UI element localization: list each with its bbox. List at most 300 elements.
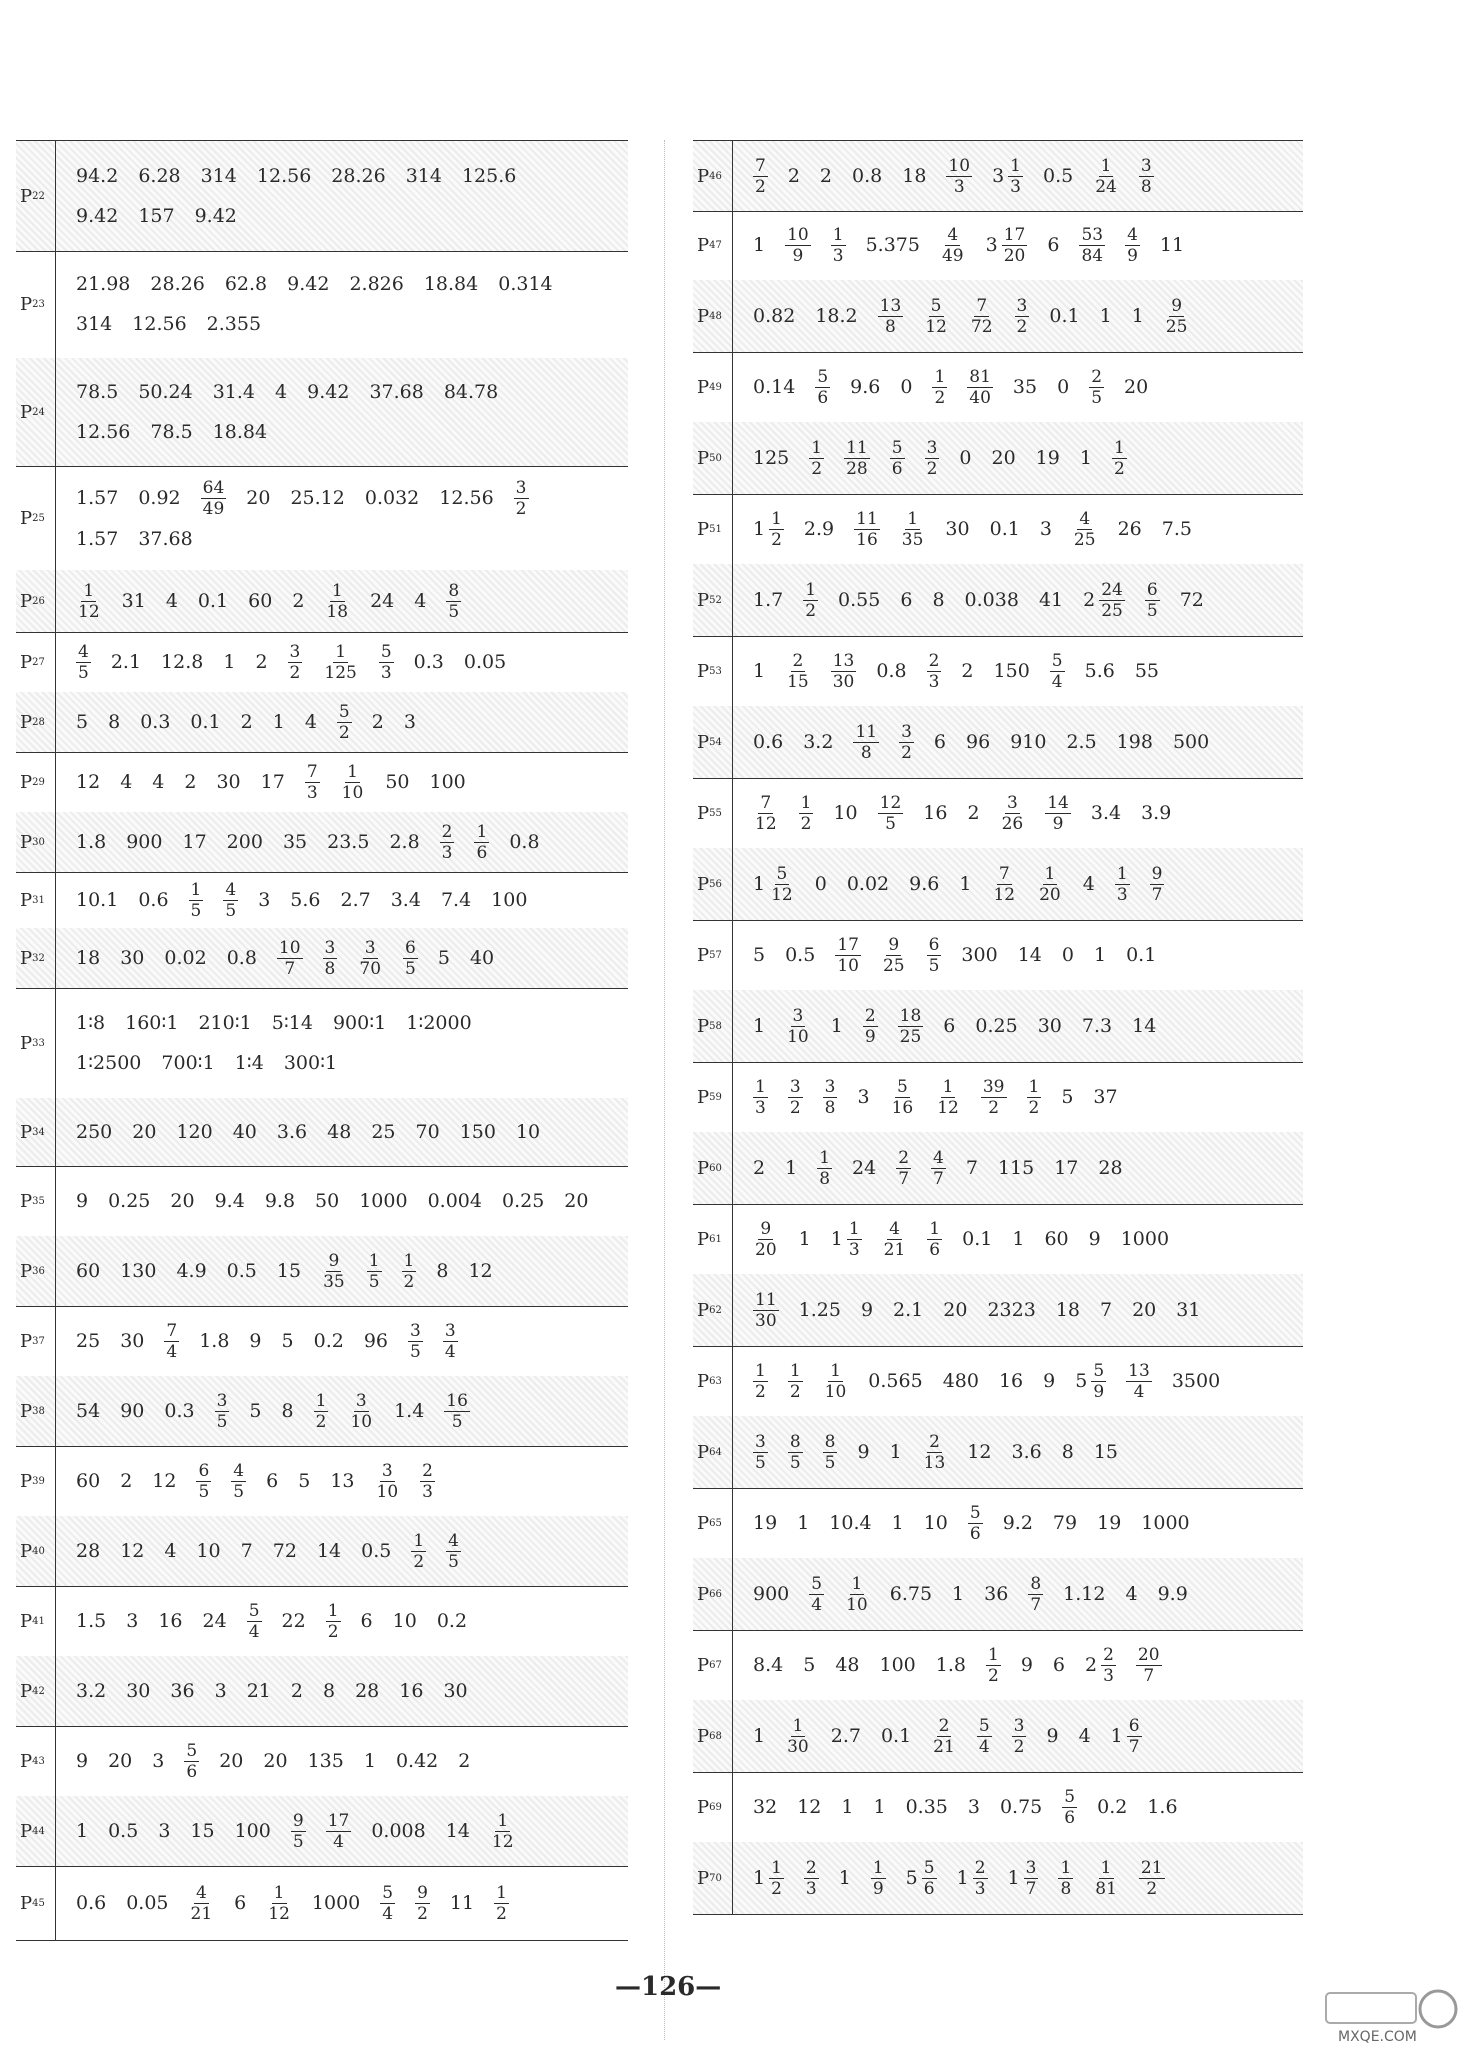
fraction: $\frac{3}{2}$: [1013, 1715, 1025, 1757]
fraction: $\frac{1}{8}$: [1060, 1857, 1072, 1899]
answer-value: [189, 880, 204, 921]
answer-value: 12: [468, 1260, 493, 1282]
page-label: P 28: [16, 692, 56, 752]
fraction: $\frac{1}{5}$: [190, 879, 202, 921]
answer-line: [76, 372, 628, 412]
answer-value: 14: [1132, 1015, 1157, 1037]
answer-value: [291, 1811, 306, 1852]
answer-value: 0.038: [964, 589, 1019, 611]
answer-value: 2: [255, 651, 268, 673]
answer-value: 22: [281, 1610, 306, 1632]
answer-value: 3: [1039, 518, 1052, 540]
answer-values: [56, 1321, 628, 1362]
answer-value: 2: [967, 802, 980, 824]
answer-value: [1062, 1787, 1077, 1828]
answer-value: 0.565: [868, 1370, 923, 1392]
answer-value: 1.25: [798, 1299, 841, 1321]
answer-value: 12.56: [256, 165, 312, 187]
answer-value: 31: [121, 590, 146, 612]
answer-value: 0.6: [76, 1892, 107, 1914]
answer-value: 2: [961, 660, 974, 682]
answer-value: 900∶1: [332, 1012, 387, 1034]
fraction: $\frac{5}{6}$: [1064, 1786, 1076, 1828]
answer-value: [831, 651, 857, 692]
fraction: $\frac{1}{125}$: [324, 641, 357, 683]
answer-line: [76, 1112, 628, 1152]
answer-values: [733, 1716, 1303, 1757]
fraction: $\frac{1}{12}$: [491, 1810, 514, 1852]
fraction: $\frac{1}{24}$: [1095, 155, 1117, 197]
answer-value: 10.4: [829, 1512, 872, 1534]
answer-value: 5: [249, 1400, 262, 1422]
answer-row: [16, 1726, 628, 1797]
answer-value: 20: [219, 1750, 244, 1772]
answer-value: 12: [797, 1796, 822, 1818]
answer-value: [305, 762, 320, 803]
fraction: $\frac{64}{49}$: [202, 477, 225, 519]
fraction: $\frac{2}{3}$: [974, 1857, 986, 1899]
page-label: P 32: [16, 928, 56, 988]
answer-value: 1000: [1141, 1512, 1190, 1534]
answer-value: [931, 1148, 946, 1189]
answer-value: [890, 1077, 916, 1118]
page-label: P 26: [16, 570, 56, 632]
fraction: $\frac{1}{2}$: [413, 1530, 425, 1572]
answer-line: [753, 367, 1303, 408]
answer-row: [16, 1866, 628, 1941]
answer-value: 2.355: [206, 313, 262, 335]
answer-value: 3.6: [276, 1121, 308, 1143]
answer-value: 0.25: [501, 1190, 545, 1212]
answer-value: [932, 367, 947, 408]
answer-row: [16, 1098, 628, 1167]
fraction: $\frac{2}{3}$: [805, 1857, 817, 1899]
answer-row: [693, 140, 1303, 212]
fraction: $\frac{5}{6}$: [969, 1502, 981, 1544]
answer-value: 2 $\frac{2}{3}$: [1085, 1644, 1114, 1686]
answer-value: 1.57: [76, 527, 119, 550]
answer-value: 20: [263, 1750, 288, 1772]
answer-line: [76, 938, 628, 979]
answer-row: [16, 1586, 628, 1657]
answer-value: 7.3: [1081, 1015, 1113, 1037]
answer-value: [871, 1858, 886, 1899]
page-label: P 58: [693, 990, 733, 1062]
answer-value: 2: [753, 1157, 766, 1179]
answer-line: [753, 1432, 1303, 1473]
answer-line: [753, 509, 1303, 550]
answer-value: 0.75: [999, 1796, 1043, 1818]
fraction: $\frac{8}{5}$: [789, 1431, 801, 1473]
answer-line: [753, 1574, 1303, 1615]
fraction: $\frac{6}{5}$: [198, 1460, 210, 1502]
answer-line: [76, 1671, 628, 1711]
answer-value: 2: [290, 1680, 303, 1702]
answer-values: [733, 1361, 1303, 1402]
answer-value: [991, 864, 1017, 905]
answer-row: [693, 352, 1303, 423]
answer-value: 0.1: [989, 518, 1020, 540]
page-label: P 36: [16, 1236, 56, 1306]
answer-line: [753, 864, 1303, 905]
answer-line: [76, 1741, 628, 1782]
answer-value: 20: [991, 447, 1016, 469]
answer-value: 0: [1057, 376, 1070, 398]
answer-line: [753, 1077, 1303, 1118]
answer-value: 8.4: [753, 1654, 784, 1676]
fraction: $\frac{9}{7}$: [1151, 863, 1163, 905]
answer-value: [1145, 580, 1160, 621]
answer-value: 20: [246, 487, 271, 509]
answer-value: 18.84: [212, 421, 268, 443]
answer-values: [56, 762, 628, 803]
answer-values: [56, 1003, 628, 1083]
answer-value: 9.2: [1002, 1512, 1033, 1534]
answer-value: 0.2: [436, 1610, 468, 1632]
fraction: $\frac{1}{2}$: [811, 437, 823, 479]
answer-value: [809, 438, 824, 479]
answer-value: 20: [1132, 1299, 1157, 1321]
page-label: P 23: [16, 250, 56, 358]
answer-line: [76, 880, 628, 921]
answer-line: [76, 1251, 628, 1292]
fraction: $\frac{1}{12}$: [268, 1882, 290, 1924]
answer-value: 5.6: [290, 889, 321, 911]
page-label: P 70: [693, 1842, 733, 1914]
answer-value: 6: [1052, 1654, 1065, 1676]
answer-value: 16: [998, 1370, 1024, 1392]
fraction: $\frac{1}{10}$: [341, 761, 364, 803]
answer-row: [693, 920, 1303, 991]
answer-value: 17: [182, 831, 207, 853]
answer-value: [835, 935, 861, 976]
answer-value: 0.1: [1126, 944, 1157, 966]
answer-value: 0.5: [1042, 165, 1074, 187]
answer-value: [831, 225, 846, 266]
answer-value: 2323: [987, 1299, 1036, 1321]
answer-value: 200: [226, 831, 263, 853]
fraction: $\frac{9}{20}$: [755, 1218, 777, 1260]
answer-value: 11: [1159, 234, 1185, 256]
fraction: $\frac{1}{18}$: [326, 580, 349, 622]
answer-value: 3 $\frac{1}{3}$: [992, 155, 1021, 197]
answer-row: [693, 1274, 1303, 1347]
answer-value: 1.8: [76, 831, 107, 853]
answer-value: 28: [1098, 1157, 1123, 1179]
answer-value: 50.24: [138, 381, 193, 403]
answer-value: [201, 478, 227, 519]
fraction: $\frac{2}{3}$: [422, 1460, 433, 1502]
answer-value: 130: [120, 1260, 157, 1282]
answer-value: 6: [933, 731, 946, 753]
fraction: $\frac{5}{16}$: [891, 1076, 914, 1118]
answer-value: 40: [469, 947, 495, 969]
answer-value: 14: [445, 1820, 470, 1842]
answer-value: 12: [76, 771, 101, 793]
fraction: $\frac{2}{21}$: [933, 1715, 955, 1757]
answer-value: [788, 1432, 803, 1473]
fraction: $\frac{3}{70}$: [359, 937, 382, 979]
answer-value: 314: [405, 165, 442, 187]
answer-value: 0.42: [395, 1750, 439, 1772]
answer-value: 314: [200, 165, 237, 187]
answer-value: 3: [126, 1610, 139, 1632]
answer-value: 1 $\frac{1}{2}$: [753, 508, 782, 550]
answer-value: 35: [282, 831, 308, 853]
answer-value: [809, 1574, 824, 1615]
answer-value: 1.4: [394, 1400, 425, 1422]
answer-value: 1: [797, 1512, 810, 1534]
answer-values: [56, 1251, 628, 1292]
page-label: P 29: [16, 752, 56, 812]
answer-value: [753, 1077, 768, 1118]
answer-value: 10: [833, 802, 858, 824]
answer-row: [16, 140, 628, 252]
answer-value: 910: [1010, 731, 1047, 753]
answer-value: 250: [76, 1121, 113, 1143]
answer-values: [733, 225, 1303, 266]
answer-line: [76, 304, 628, 344]
answer-value: 3.2: [76, 1680, 107, 1702]
answer-values: [733, 1006, 1303, 1047]
answer-value: 150: [993, 660, 1030, 682]
fraction: $\frac{2}{9}$: [864, 1005, 876, 1047]
answer-value: 25: [371, 1121, 396, 1143]
answer-value: [367, 1251, 382, 1292]
answer-value: 150: [459, 1121, 496, 1143]
answer-value: 12.8: [161, 651, 204, 673]
page-label: P 43: [16, 1726, 56, 1796]
fraction: $\frac{18}{25}$: [899, 1005, 922, 1047]
page-label: P 52: [693, 564, 733, 636]
answer-values: [56, 581, 628, 622]
answer-value: 20: [170, 1190, 195, 1212]
answer-value: [323, 938, 338, 979]
fraction: $\frac{2}{3}$: [441, 821, 453, 863]
answer-value: 5: [437, 947, 450, 969]
answer-line: [76, 1531, 628, 1572]
fraction: $\frac{1}{2}$: [1113, 437, 1125, 479]
answer-value: 0.3: [140, 711, 171, 733]
fraction: $\frac{5}{6}$: [891, 437, 903, 479]
answer-value: 0.1: [1049, 305, 1080, 327]
answer-value: [189, 1883, 215, 1924]
answer-value: 198: [1116, 731, 1153, 753]
answer-values: [56, 642, 628, 683]
answer-value: 5: [1061, 1086, 1074, 1108]
answer-value: 30: [216, 771, 241, 793]
answer-value: [402, 1251, 417, 1292]
fraction: $\frac{4}{21}$: [883, 1218, 906, 1260]
answer-value: 84.78: [443, 381, 499, 403]
fraction: $\frac{3}{4}$: [444, 1320, 456, 1362]
answer-values: [733, 296, 1303, 337]
answer-value: [753, 1290, 779, 1331]
answer-values: [56, 1671, 628, 1711]
fraction: $\frac{21}{2}$: [1140, 1857, 1163, 1899]
answer-value: 8: [281, 1400, 294, 1422]
answer-row: [693, 1558, 1303, 1631]
answer-value: 60: [248, 590, 273, 612]
answer-value: 30: [443, 1680, 468, 1702]
page-label: P 35: [16, 1166, 56, 1236]
column-divider: [664, 140, 665, 2040]
answer-value: 12: [152, 1470, 177, 1492]
answer-values: [733, 1503, 1303, 1544]
answer-value: 12.56: [132, 313, 187, 335]
answer-row: [16, 466, 628, 571]
answer-value: 10: [196, 1540, 221, 1562]
answer-line: [753, 722, 1303, 763]
answer-value: 1: [1012, 1228, 1025, 1250]
answer-value: [923, 296, 949, 337]
answer-value: 1000: [311, 1892, 361, 1914]
fraction: $\frac{4}{5}$: [225, 879, 237, 921]
answer-value: [1050, 651, 1065, 692]
fraction: $\frac{7}{4}$: [166, 1320, 178, 1362]
answer-line: [76, 196, 628, 236]
answer-value: [823, 1361, 849, 1402]
answer-line: [76, 702, 628, 743]
answer-line: [76, 1321, 628, 1362]
answer-value: 1: [891, 1512, 904, 1534]
answer-value: 24: [202, 1610, 227, 1632]
fraction: $\frac{53}{84}$: [1081, 224, 1104, 266]
answer-value: 3: [967, 1796, 980, 1818]
fraction: $\frac{5}{4}$: [811, 1573, 823, 1615]
answer-value: [946, 156, 972, 197]
answer-row: [16, 1516, 628, 1587]
answer-line: [76, 1883, 628, 1924]
answer-value: [375, 1461, 401, 1502]
answer-value: 30: [1037, 1015, 1062, 1037]
page-label: P 45: [16, 1866, 56, 1940]
answer-values: [56, 1391, 628, 1432]
answer-value: 2.1: [893, 1299, 924, 1321]
page-label: P 27: [16, 632, 56, 692]
answer-value: [337, 702, 352, 743]
answer-value: 157: [138, 205, 175, 227]
answer-value: [415, 1883, 430, 1924]
answer-value: 9: [1046, 1725, 1059, 1747]
answer-value: 4: [164, 1540, 177, 1562]
answer-value: 1.8: [199, 1330, 230, 1352]
answer-value: 8: [436, 1260, 449, 1282]
answer-value: [986, 1645, 1001, 1686]
answer-value: [348, 1391, 374, 1432]
answer-line: [76, 1181, 628, 1221]
answer-value: [1115, 864, 1130, 905]
answer-value: 1: [76, 1820, 89, 1842]
answer-value: 0.004: [427, 1190, 482, 1212]
fraction: $\frac{6}{5}$: [928, 934, 940, 976]
fraction: $\frac{2}{5}$: [1091, 366, 1103, 408]
answer-values: [56, 1811, 628, 1852]
fraction: $\frac{2}{3}$: [1103, 1644, 1114, 1686]
answer-value: 4: [120, 771, 133, 793]
answer-values: [56, 1883, 628, 1924]
answer-line: [76, 1391, 628, 1432]
answer-value: 0.1: [190, 711, 221, 733]
page-label: P 68: [693, 1700, 733, 1772]
answer-value: 0.55: [838, 589, 881, 611]
answer-line: [753, 296, 1303, 337]
answer-value: 3.4: [390, 889, 421, 911]
answer-value: 20: [943, 1299, 968, 1321]
answer-value: 4: [1078, 1725, 1091, 1747]
fraction: $\frac{17}{10}$: [837, 934, 859, 976]
fraction: $\frac{8}{7}$: [1030, 1573, 1042, 1615]
answer-line: [753, 438, 1303, 479]
answer-row: [16, 812, 628, 873]
fraction: $\frac{1}{6}$: [476, 821, 488, 863]
answer-line: [76, 1461, 628, 1502]
answer-value: 4: [165, 590, 178, 612]
answer-value: 7.4: [440, 889, 472, 911]
answer-line: [753, 1219, 1303, 1260]
answer-value: 72: [272, 1540, 297, 1562]
answer-value: 5∶14: [271, 1012, 313, 1034]
answer-value: 0.05: [126, 1892, 169, 1914]
answer-value: [266, 1883, 292, 1924]
answer-value: 300∶1: [283, 1052, 338, 1074]
answer-value: [288, 642, 303, 683]
answer-value: 1: [1093, 944, 1107, 966]
page-label: P 53: [693, 636, 733, 706]
answer-value: 0.2: [313, 1330, 344, 1352]
answer-value: 5: [298, 1470, 311, 1492]
answer-value: 0.3: [413, 651, 444, 673]
answer-value: 9: [76, 1190, 89, 1212]
page-label: P 48: [693, 280, 733, 352]
answer-value: 1.7: [753, 589, 784, 611]
answer-value: 2.8: [389, 831, 420, 853]
answer-value: [968, 1503, 983, 1544]
answer-values: [733, 1787, 1303, 1828]
page-label: P 66: [693, 1558, 733, 1630]
answer-values: [733, 1858, 1303, 1899]
page-label: P 47: [693, 210, 733, 280]
fraction: $\frac{1}{2}$: [771, 508, 782, 550]
answer-value: 0.05: [463, 651, 507, 673]
answer-value: [890, 438, 905, 479]
answer-value: 700∶1: [161, 1052, 215, 1074]
answer-value: [326, 1811, 352, 1852]
fraction: $\frac{1}{3}$: [755, 1076, 766, 1118]
answer-value: [804, 1858, 819, 1899]
answer-line: [753, 1006, 1303, 1047]
answer-value: [1126, 1361, 1152, 1402]
answer-value: 5.6: [1084, 660, 1115, 682]
answer-value: [815, 367, 830, 408]
fraction: $\frac{14}{9}$: [1047, 792, 1069, 834]
answer-value: [1027, 1077, 1042, 1118]
fraction: $\frac{3}{2}$: [1016, 295, 1028, 337]
answer-value: 5 $\frac{5}{9}$: [1075, 1360, 1105, 1402]
fraction: $\frac{9}{25}$: [882, 934, 905, 976]
answer-value: 9: [76, 1750, 89, 1772]
answer-line: [76, 1811, 628, 1852]
answer-value: 1.12: [1063, 1583, 1106, 1605]
answer-value: 30: [120, 1330, 145, 1352]
answer-value: 60: [1044, 1228, 1069, 1250]
answer-value: 20: [132, 1121, 157, 1143]
answer-row: [16, 1656, 628, 1727]
answer-value: 0.02: [846, 873, 890, 895]
answer-value: 4: [414, 590, 427, 612]
page-label: P 64: [693, 1416, 733, 1488]
answer-line: [753, 1148, 1303, 1189]
